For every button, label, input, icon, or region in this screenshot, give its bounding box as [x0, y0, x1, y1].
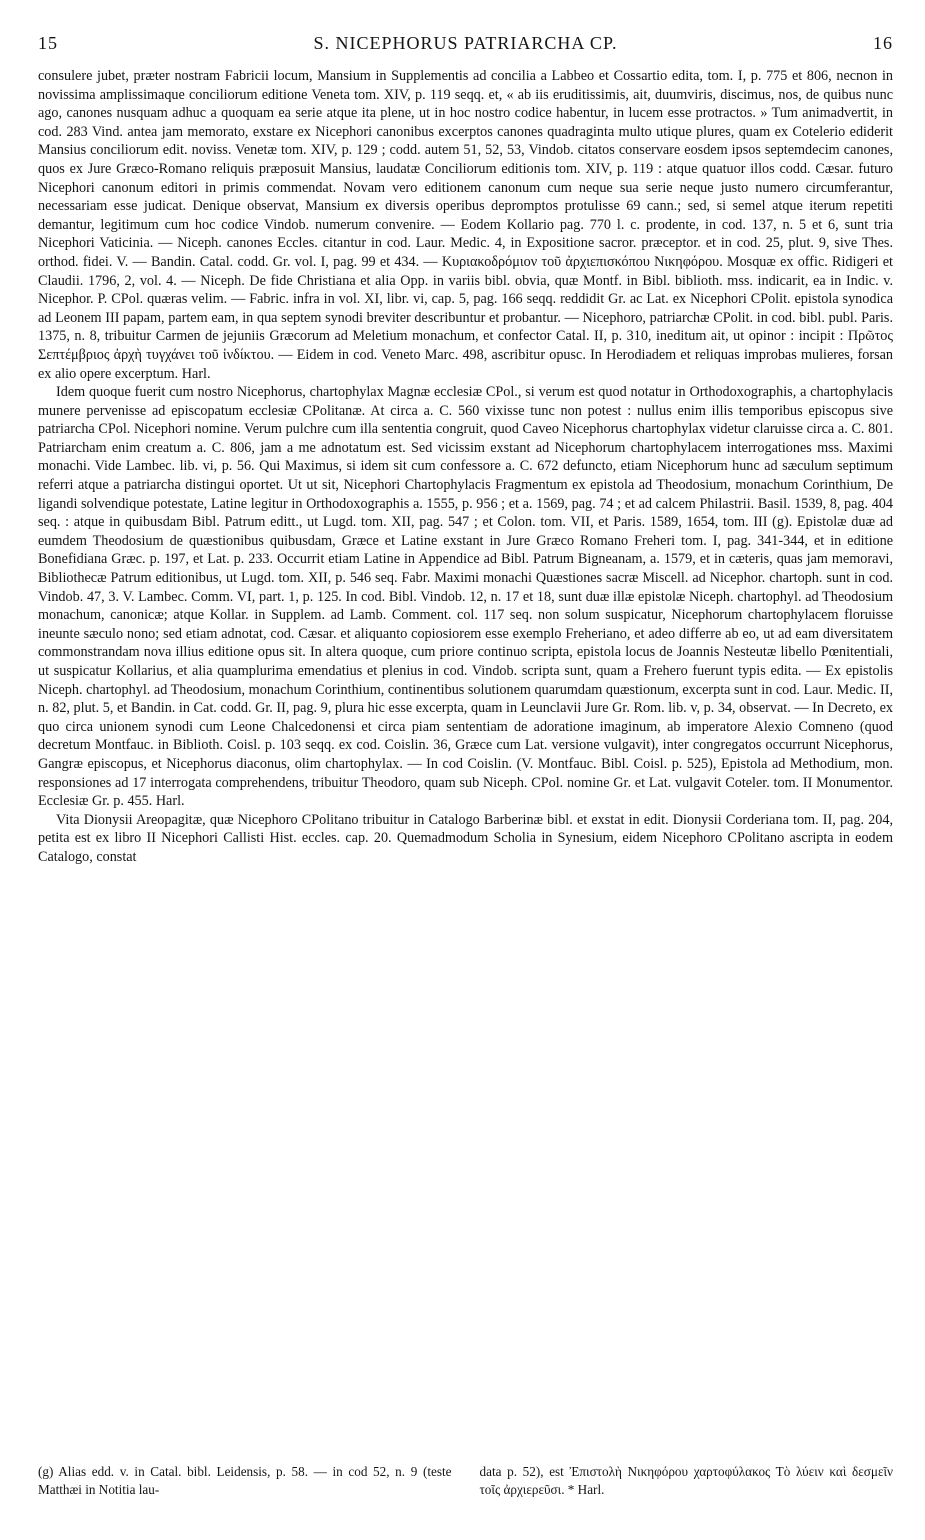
running-title: S. NICEPHORUS PATRIARCHA CP.	[313, 33, 618, 53]
body-text	[38, 67, 893, 867]
footnote-left: (g) Alias edd. v. in Catal. bibl. Leidensis, p. 58. — in cod 52, n. 9 (teste Matthæi in Notitia lau-	[38, 1464, 452, 1497]
document-page	[38, 33, 893, 1513]
paragraph-2: Idem quoque fuerit cum nostro Nicephorus, chartophylax Magnæ ecclesiæ CPol., si verum est quod notatur in Orthodoxographis, a chartophylacis munere pervenisse ad episcopatum ecclesiæ CPolitanæ. At circa a. C. 560 vixisse tunc non potest : nullus enim illis temporibus episcopus sive patriarcha CPol. Nicephori nomine. Verum pulchre cum illa sententia congruit, quod Caveo Nicephorus chartophylax videtur claruisse circa a. C. 801. Patriarcham enim creatum a. C. 806, jam a me adnotatum est. Sed vicissim exstant ad Nicephorum chartophylacem interrogationes mss. Maximi monachi. Vide Lambec. lib. vi, p. 56. Qui Maximus, si idem sit cum confessore a. C. 672 defuncto, etiam Nicephorum hunc ad sæculum septimum referri atque a patriarcha distingui oportet. Ut ut sit, Nicephori Chartophylacis Fragmentum ex epistola ad Theodosium, monachum Corinthium, De ligandi solvendique potestate, Latine legitur in Orthodoxographis a. 1555, p. 956 ; et a. 1569, pag. 74 ; et ad calcem Philastrii. Basil. 1539, 8, pag. 404 seq. : atque in quibusdam Bibl. Patrum editt., ut Lugd. tom. XII, pag. 547 ; et Colon. tom. VII, et Paris. 1589, 1654, tom. III (g). Epistolæ duæ ad eumdem Theodosium de quæstionibus quibusdam, Græce et Latine exstant in Jure Græco Romano Freheri tom. I, pag. 341-344, et in editione Bonefidiana Græc. p. 197, et Lat. p. 233. Occurrit etiam Latine in Appendice ad Bibl. Patrum Bigneanam, a. 1579, et in cæteris, quas jam memoravi, Bibliothecæ Patrum editionibus, ut Lugd. tom. XII, p. 546 seq. Fabr. Maximi monachi Quæstiones sacræ Miscell. ad Nicephor. chartoph. sunt in cod. Vindob. 47, 3. V. Lambec. Comm. VI, part. 1, p. 125. In cod. Bibl. Vindob. 12, n. 17 et 18, sunt duæ illæ epistolæ Niceph. chartophyl. ad Theodosium monachum, canonicæ; atque Kollar. in Supplem. ad Lamb. Comment. col. 117 seq. non solum suspicatur, Nicephorum chartophylacem floruisse ineunte sæculo nono; sed etiam adnotat, cod. Cæsar. et aliquanto copiosiorem esse exemplo Freheriano, et adeo differre ab eo, ut ad eam diversitatem commonstrandam nova illius editione opus sit. In altera quoque, cum priore continuo scripta, epistola locus de Joannis Nesteutæ libello Pœnitentiali, ut suspicatur Kollarius, et alia quamplurima emendatius et plenius in cod. Vindob. scripta sunt, quam a Frehero fuerunt typis edita. — Ex epistolis Niceph. chartophyl. ad Theodosium, monachum Corinthium, continentibus solutionem quarumdam quæstionum, excerpta sunt in cod. Laur. Medic. II, n. 82, plut. 5, et Bandin. in Cat. codd. Gr. II, pag. 9, plura hic esse excerpta, quam in Leunclavii Jure Gr. Rom. lib. v, p. 34, observat. — In Decreto, ex quo circa unionem synodi cum Leone Chalcedonensi et circa piam sententiam de adoratione imaginum, ab imperatore Alexio Comneno (quod decretum Montfauc. in Biblioth. Coisl. p. 103 seqq. ex cod. Coislin. 36, Græce cum Lat. versione vulgavit), inter congregatos occurrunt Nicephorus, Gangræ episcopus, et Nicephorus diaconus, olim chartophylax. — In cod Coislin. (V. Montfauc. Bibl. Coisl. p. 525), Epistola ad Methodium, mon. responsiones ad 17 interrogata comprehendens, tribuitur Theodoro, quam sub Niceph. CPol. nomine Gr. et Lat. vulgavit Coteler. tom. II Monumentor. Ecclesiæ Gr. p. 455. Harl.	[38, 384, 893, 810]
paragraph-3: Vita Dionysii Areopagitæ, quæ Nicephoro CPolitano tribuitur in Catalogo Barberinæ bibl. et exstat in edit. Dionysii Corderiana tom. II, pag. 204, petita est ex libro II Nicephori Callisti Hist. eccles. cap. 20. Quemadmodum Scholia in Synesium, eidem Nicephoro CPolitano ascripta in eodem Catalogo, constat	[38, 811, 893, 865]
running-header	[38, 33, 893, 57]
page-number-left: 15	[38, 33, 58, 53]
footnotes	[38, 1463, 893, 1498]
paragraph-1: consulere jubet, præter nostram Fabricii locum, Mansium in Supplementis ad concilia a Labbeo et Cossartio edita, tom. I, p. 775 et 806, necnon in novissima amplissimaque conciliorum editione Veneta tom. XIV, p. 119 seqq. et, « ab iis eruditissimis, ait, duumviris, discimus, nos, de quibus nunc ago, canones nusquam adhuc a quoquam ea serie atque ita plene, ut in hoc nostro codice habentur, in lucem esse protractos. » Tum animadvertit, in cod. 283 Vind. antea jam memorato, exstare ex Nicephori canonibus excerptos canones quadraginta multo utique plures, quam ex Cotelerio ediderit Mansius conciliorum edit. noviss. Venetæ tom. XIV, p. 129 ; codd. autem 51, 52, 53, Vindob. citatos conservare eosdem ipsos septemdecim canones, quos ex Jure Græco-Romano reliquis præposuit Mansius, laudatæ Conciliorum editionis tom. XIV, p. 119 : atque quatuor illos codd. Cæsar. futuro Nicephori canonum editori in primis commendat. Novam vero editionem canonum cum neque sua serie neque justo numero circumferantur, necessariam esse judicat. Denique observat, Mansium ex diversis operibus depromptos protulisse 69 cann.; sed, si semel atque iterum repetiti demantur, legitimum cum hoc codice Vindob. numerum convenire. — Eodem Kollario pag. 770 l. c. prodente, in cod. 137, n. 5 et 6, sunt tria Nicephori Vaticinia. — Niceph. canones Eccles. citantur in cod. Laur. Medic. 4, in Expositione sacror. præceptor. et in cod. 25, plut. 9, sive Thes. orthod. fidei. V. — Bandin. Catal. codd. Gr. vol. I, pag. 99 et 434. — Κυριακοδρόμιον τοῦ ἀρχιεπισκόπου Νικηφόρου. Mosquæ ex offic. Ridigeri et Claudii. 1796, 2, vol. 4. — Niceph. De fide Christiana et alia Opp. in variis bibl. obvia, quæ Montf. in Bibl. biblioth. mss. indicarit, ea in Indic. v. Nicephor. P. CPol. quæras velim. — Fabric. infra in vol. XI, libr. vi, cap. 5, pag. 166 seqq. reddidit Gr. ac Lat. ex Nicephori CPolit. epistola synodica ad Leonem III papam, partem eam, in qua septem synodi breviter describuntur et probantur. — Nicephoro, patriarchæ CPolit. in cod. bibl. publ. Paris. 1375, n. 8, tribuitur Carmen de jejuniis Græcorum ad Meletium monachum, et confector Catal. II, p. 310, ineditum ait, ut opinor : incipit : Πρῶτος Σεπτέμβριος ἀρχὴ τυγχάνει τοῦ ἰνδίκτου. — Eidem in cod. Veneto Marc. 498, ascribitur opusc. In Herodiadem et reliquas improbas mulieres, forsan ex alio opere excerptum. Harl.	[38, 68, 893, 382]
page-number-right: 16	[873, 33, 893, 53]
footnote-right: data p. 52), est Ἐπιστολὴ Νικηφόρου χαρτοφύλακος Τὸ λύειν καὶ δεσμεῖν τοῖς ἀρχιερεῦσι. * Harl.	[479, 1464, 893, 1497]
